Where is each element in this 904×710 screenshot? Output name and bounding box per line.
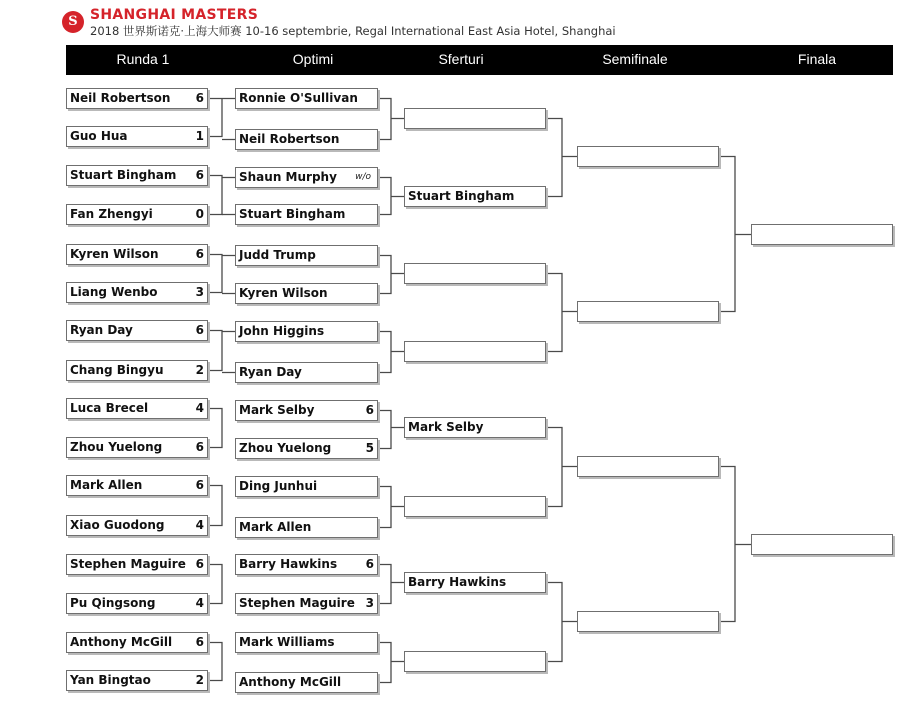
player-name: Ronnie O'Sullivan xyxy=(239,91,358,105)
player-score: 5 xyxy=(365,441,374,455)
player-score: 2 xyxy=(195,673,204,687)
player-name: Stephen Maguire xyxy=(239,596,355,610)
player-name: Barry Hawkins xyxy=(408,575,507,589)
tournament-brand: SHANGHAI MASTERS xyxy=(90,7,259,23)
player-name: Guo Hua xyxy=(70,129,128,143)
sf-slot xyxy=(577,456,719,477)
player-name: Ryan Day xyxy=(239,365,302,379)
player-name: Anthony McGill xyxy=(239,675,342,689)
player-name: Fan Zhengyi xyxy=(70,207,153,221)
r1-slot xyxy=(66,475,208,496)
player-score: 2 xyxy=(195,363,204,377)
logo-letter: S xyxy=(68,14,78,29)
connector-line xyxy=(546,583,577,662)
player-name: Zhou Yuelong xyxy=(239,441,332,455)
player-name: Ryan Day xyxy=(70,323,133,337)
r2-slot xyxy=(235,593,378,614)
connector-line xyxy=(378,256,404,294)
connector-line xyxy=(546,274,577,352)
r1-slot xyxy=(66,515,208,536)
connector-line xyxy=(378,487,404,528)
sf-slot xyxy=(577,146,719,167)
r1-slot xyxy=(66,632,208,653)
player-name: Stuart Bingham xyxy=(239,207,346,221)
round-label-1: Runda 1 xyxy=(116,51,170,67)
r2-slot xyxy=(235,88,378,109)
player-name: Kyren Wilson xyxy=(239,286,328,300)
r2-slot xyxy=(235,204,378,225)
round-label-2: Optimi xyxy=(292,51,334,67)
sf-slot xyxy=(577,611,719,632)
final-slot xyxy=(751,534,893,555)
r1-slot xyxy=(66,398,208,419)
player-score: 6 xyxy=(195,247,204,261)
player-score: 6 xyxy=(365,403,374,417)
player-name: Mark Allen xyxy=(239,520,312,534)
r2-slot xyxy=(235,632,378,653)
r1-slot xyxy=(66,360,208,381)
r2-slot xyxy=(235,129,378,150)
r2-slot xyxy=(235,167,378,188)
player-name: John Higgins xyxy=(239,324,325,338)
connector-line xyxy=(378,332,404,373)
qf-slot xyxy=(404,186,546,207)
connector-line xyxy=(546,428,577,507)
player-name: Zhou Yuelong xyxy=(70,440,163,454)
round-label-4: Semifinale xyxy=(602,51,668,67)
qf-slot xyxy=(404,108,546,129)
final-slot xyxy=(751,224,893,245)
player-name: Ding Junhui xyxy=(239,479,318,493)
r2-slot xyxy=(235,362,378,383)
player-name: Neil Robertson xyxy=(70,91,171,105)
player-name: Liang Wenbo xyxy=(70,285,158,299)
player-name: Stuart Bingham xyxy=(70,168,177,182)
player-name: Mark Williams xyxy=(239,635,335,649)
player-score: 6 xyxy=(195,557,204,571)
connector-line xyxy=(546,119,577,197)
qf-slot xyxy=(404,263,546,284)
r1-slot xyxy=(66,554,208,575)
sf-slot xyxy=(577,301,719,322)
round-label-3: Sferturi xyxy=(438,51,484,67)
player-score: 6 xyxy=(195,635,204,649)
r1-slot xyxy=(66,165,208,186)
player-score: 3 xyxy=(195,285,204,299)
player-score: 6 xyxy=(195,478,204,492)
r1-slot xyxy=(66,204,208,225)
r2-slot xyxy=(235,245,378,266)
r2-slot xyxy=(235,438,378,459)
player-name: Mark Selby xyxy=(408,420,484,434)
player-score: 6 xyxy=(195,91,204,105)
player-name: Stuart Bingham xyxy=(408,189,515,203)
player-name: Stephen Maguire xyxy=(70,557,186,571)
player-name: Luca Brecel xyxy=(70,401,149,415)
player-name: Xiao Guodong xyxy=(70,518,165,532)
r1-slot xyxy=(66,282,208,303)
r2-slot xyxy=(235,476,378,497)
player-score: 6 xyxy=(195,440,204,454)
r2-slot xyxy=(235,672,378,693)
r2-slot xyxy=(235,283,378,304)
qf-slot xyxy=(404,496,546,517)
player-name: Pu Qingsong xyxy=(70,596,156,610)
r1-slot xyxy=(66,437,208,458)
player-score: 4 xyxy=(195,401,204,415)
connector-line xyxy=(719,467,751,622)
r1-slot xyxy=(66,244,208,265)
player-name: Chang Bingyu xyxy=(70,363,164,377)
r1-slot xyxy=(66,593,208,614)
qf-slot xyxy=(404,651,546,672)
connector-line xyxy=(378,643,404,683)
player-score: 3 xyxy=(365,596,374,610)
player-name: Kyren Wilson xyxy=(70,247,159,261)
r2-slot xyxy=(235,554,378,575)
player-name: Yan Bingtao xyxy=(70,673,151,687)
r2-slot xyxy=(235,517,378,538)
r1-slot xyxy=(66,670,208,691)
connector-line xyxy=(208,99,235,137)
connector-line xyxy=(378,99,404,140)
player-name: Neil Robertson xyxy=(239,132,340,146)
connector-line xyxy=(378,411,404,449)
qf-slot xyxy=(404,572,546,593)
player-score: 6 xyxy=(195,323,204,337)
player-score: 4 xyxy=(195,596,204,610)
walkover-note: w/o xyxy=(355,172,371,182)
r2-slot xyxy=(235,400,378,421)
r1-slot xyxy=(66,126,208,147)
player-name: Shaun Murphy xyxy=(239,170,337,184)
player-score: 4 xyxy=(195,518,204,532)
player-name: Judd Trump xyxy=(239,248,316,262)
player-score: 6 xyxy=(195,168,204,182)
player-name: Anthony McGill xyxy=(70,635,173,649)
player-name: Barry Hawkins xyxy=(239,557,338,571)
qf-slot xyxy=(404,341,546,362)
connector-line xyxy=(378,565,404,604)
connector-line xyxy=(719,157,751,312)
r1-slot xyxy=(66,320,208,341)
connector-line xyxy=(378,178,404,215)
player-score: 0 xyxy=(195,207,204,221)
player-name: Mark Allen xyxy=(70,478,143,492)
player-name: Mark Selby xyxy=(239,403,315,417)
r1-slot xyxy=(66,88,208,109)
tournament-subtitle: 2018 世界斯诺克·上海大师赛 10-16 septembrie, Regal International East Asia Hotel, Shanghai xyxy=(90,24,616,38)
qf-slot xyxy=(404,417,546,438)
player-score: 1 xyxy=(195,129,204,143)
round-label-5: Finala xyxy=(797,51,837,67)
player-score: 6 xyxy=(365,557,374,571)
r2-slot xyxy=(235,321,378,342)
